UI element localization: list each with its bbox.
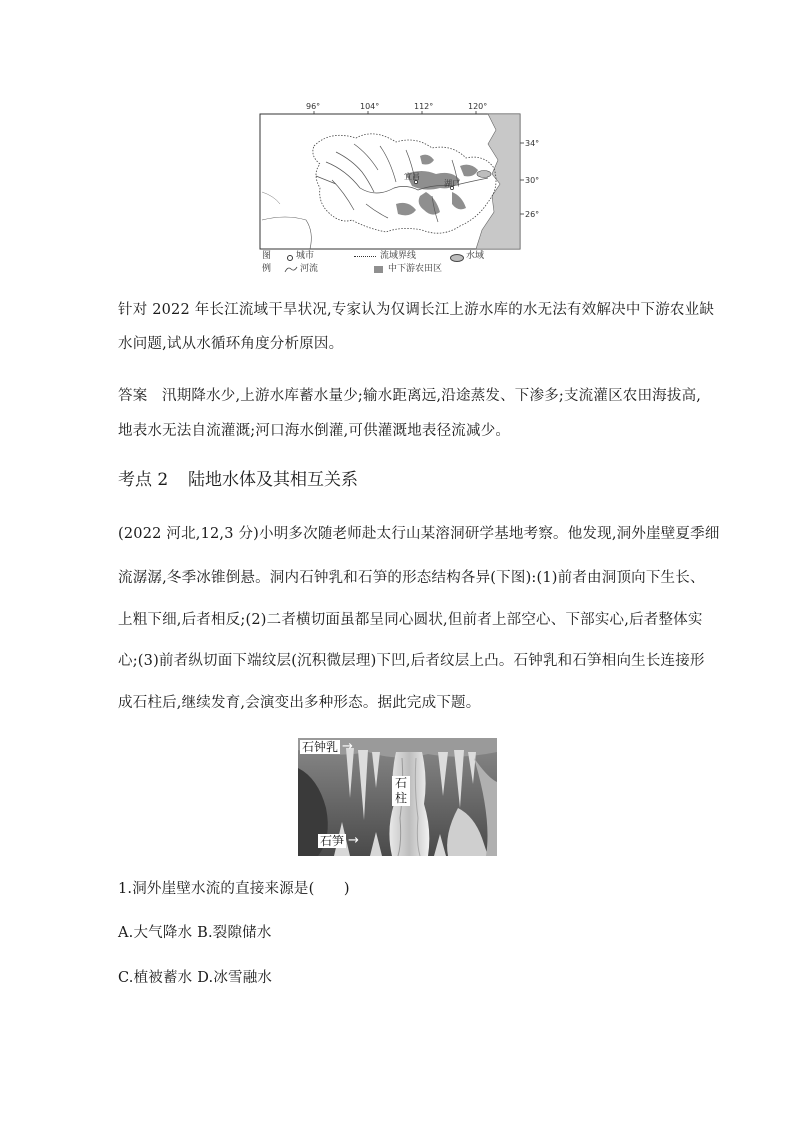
lat-label: 26° bbox=[525, 210, 540, 219]
passage-line: 流潺潺,冬季冰锥倒悬。洞内石钟乳和石笋的形态结构各异(下图):(1)前者由洞顶向下生长、 bbox=[118, 570, 705, 586]
lat-label: 34° bbox=[525, 139, 540, 148]
passage-line: 心;(3)前者纵切面下端纹层(沉积微层理)下凹,后者纹层上凸。石钟乳和石笋相向生长连接形 bbox=[118, 653, 705, 669]
city-label: 宜昌 bbox=[404, 172, 420, 181]
lon-label: 112° bbox=[414, 102, 434, 111]
boundary-symbol-icon bbox=[354, 256, 376, 257]
stalagmite-label: 石笋 bbox=[320, 834, 345, 848]
stalactite-label: 石钟乳 bbox=[302, 740, 339, 754]
farmland-symbol-icon bbox=[374, 266, 383, 273]
lon-label: 120° bbox=[468, 102, 488, 111]
section-number: 考点 2 bbox=[118, 470, 169, 490]
question-line: 水问题,试从水循环角度分析原因。 bbox=[118, 336, 344, 352]
reservoir-symbol-icon bbox=[450, 254, 464, 262]
mcq-options: A.大气降水 B.裂隙储水 bbox=[118, 925, 272, 941]
column-label: 石柱 bbox=[392, 776, 410, 806]
cave-photo bbox=[298, 738, 497, 856]
passage-line: 成石柱后,继续发育,会演变出多种形态。据此完成下题。 bbox=[118, 695, 481, 711]
lon-label: 96° bbox=[306, 102, 321, 111]
answer-line: 汛期降水少,上游水库蓄水量少;输水距离远,沿途蒸发、下渗多;支流灌区农田海拔高, bbox=[162, 388, 702, 404]
legend-river: 河流 bbox=[300, 264, 319, 274]
question-line: 针对 2022 年长江流域干旱状况,专家认为仅调长江上游水库的水无法有效解决中下游农业缺 bbox=[118, 302, 715, 318]
city-symbol-icon bbox=[287, 255, 293, 261]
passage-line: 上粗下细,后者相反;(2)二者横切面虽都呈同心圆状,但前者上部空心、下部实心,后者整体实 bbox=[118, 612, 703, 628]
answer-line: 地表水无法自流灌溉;河口海水倒灌,可供灌溉地表径流减少。 bbox=[118, 423, 511, 439]
lon-label: 104° bbox=[360, 102, 380, 111]
lat-label: 30° bbox=[525, 176, 540, 185]
answer-label: 答案 bbox=[118, 388, 148, 404]
legend-boundary: 流域界线 bbox=[380, 251, 417, 261]
legend-reservoir: 水域 bbox=[466, 251, 485, 261]
passage-line: (2022 河北,12,3 分)小明多次随老师赴太行山某溶洞研学基地考察。他发现,洞外崖壁夏季细 bbox=[118, 526, 720, 542]
mcq-options: C.植被蓄水 D.冰雪融水 bbox=[118, 970, 273, 986]
legend-farmland: 中下游农田区 bbox=[388, 264, 443, 274]
legend-title: 图 bbox=[262, 251, 272, 261]
arrow-right-icon: → bbox=[342, 739, 353, 754]
legend-title: 例 bbox=[262, 264, 272, 274]
mcq-question: 1.洞外崖壁水流的直接来源是( ) bbox=[118, 881, 350, 897]
section-title: 陆地水体及其相互关系 bbox=[188, 470, 358, 490]
arrow-right-icon: → bbox=[348, 833, 359, 848]
legend-city: 城市 bbox=[296, 251, 315, 261]
map-legend bbox=[262, 252, 502, 278]
river-symbol-icon bbox=[284, 265, 298, 274]
city-label: 湖口 bbox=[444, 179, 460, 188]
